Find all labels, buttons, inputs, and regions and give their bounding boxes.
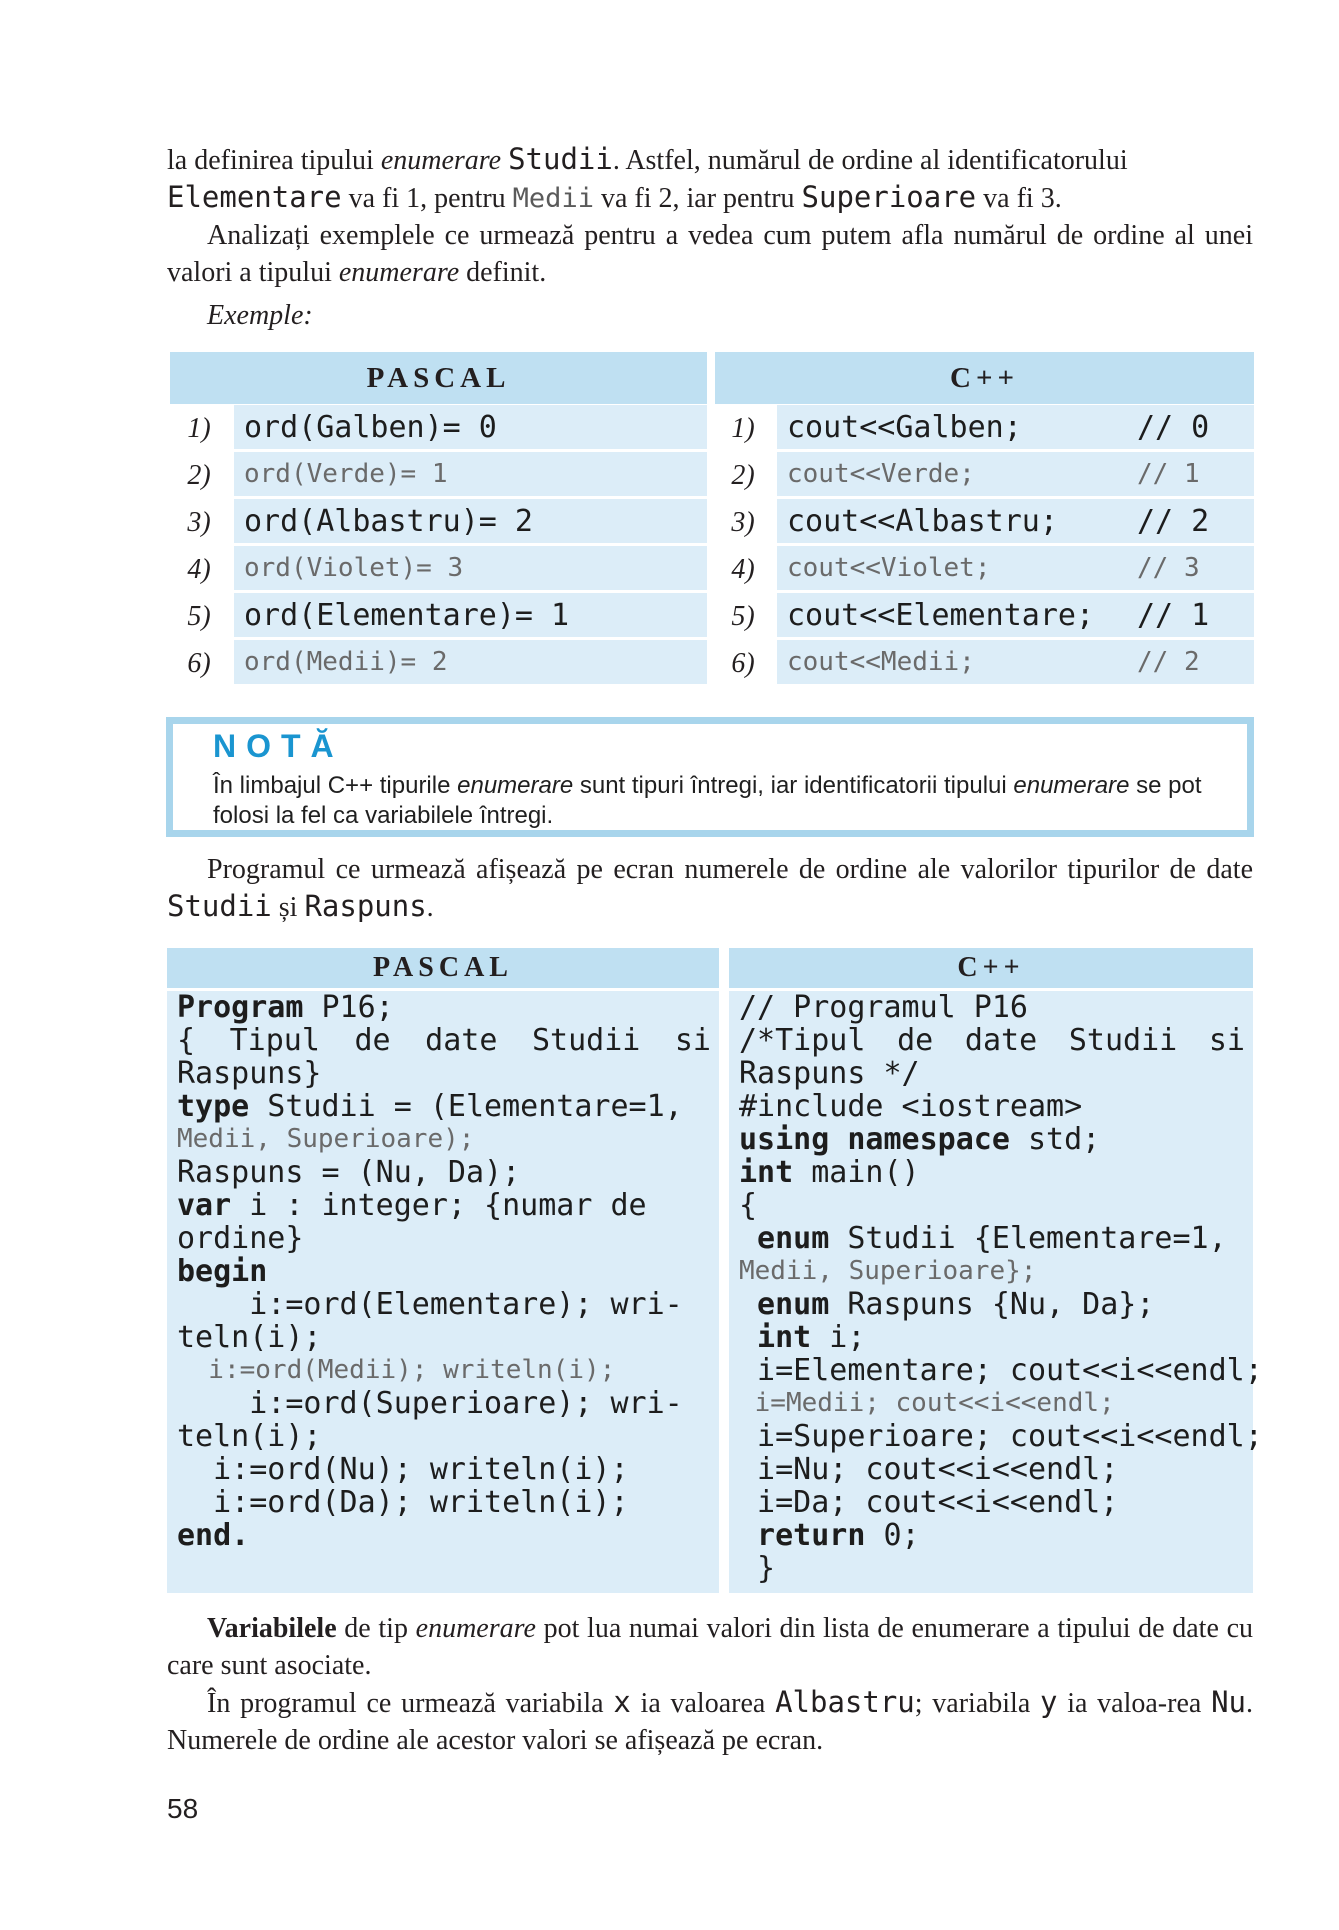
text: . Astfel, numărul de ordine al identificatorului bbox=[612, 145, 1128, 176]
keyword: int bbox=[739, 1320, 812, 1355]
text: va fi 2, iar pentru bbox=[593, 183, 802, 214]
example-number: 4) bbox=[731, 554, 755, 585]
examples-pascal-header: PASCAL bbox=[170, 352, 707, 404]
example-number: 3) bbox=[731, 507, 755, 538]
examples-label bbox=[167, 297, 1253, 334]
code-term: Studii bbox=[167, 889, 272, 923]
keyword: var bbox=[177, 1188, 232, 1223]
code-line: ordine} bbox=[177, 1221, 304, 1256]
example-number: 6) bbox=[187, 648, 211, 679]
pascal-code-block bbox=[167, 991, 719, 1593]
text: ; variabila bbox=[914, 1688, 1040, 1719]
code-line: i:=ord(Superioare); wri- bbox=[177, 1386, 683, 1421]
cpp-example-cell bbox=[777, 405, 1254, 449]
text: Programul ce urmează afișează pe ecran numerele de ordine ale valorilor tipurilor de date bbox=[207, 854, 1253, 885]
code-line bbox=[177, 1189, 711, 1222]
example-number: 1) bbox=[731, 413, 755, 444]
code: P16; bbox=[303, 990, 394, 1025]
keyword: end. bbox=[177, 1518, 250, 1553]
code-line bbox=[739, 1519, 1245, 1552]
emphasis: enumerare bbox=[415, 1613, 536, 1644]
code-line: i:=ord(Elementare); wri- bbox=[177, 1287, 683, 1322]
intro-paragraph bbox=[167, 141, 1253, 334]
code-line: i=Superioare; cout<<i<<endl; bbox=[739, 1419, 1263, 1454]
text: se pot folosi la fel ca variabilele întregi. bbox=[213, 772, 1202, 829]
cpp-example-cell bbox=[777, 452, 1254, 496]
code: 0; bbox=[865, 1518, 920, 1553]
code-line: Raspuns} bbox=[177, 1056, 322, 1091]
intro-line-2 bbox=[167, 179, 1253, 217]
code-line bbox=[177, 1090, 711, 1123]
keyword: begin bbox=[177, 1254, 268, 1289]
code-line: i=Elementare; cout<<i<<endl; bbox=[739, 1353, 1263, 1388]
code: Studii {Elementare=1, bbox=[829, 1221, 1227, 1256]
pascal-example-cell: ord(Medii)= 2 bbox=[234, 640, 707, 684]
program-intro-text bbox=[167, 851, 1253, 926]
text: de tip bbox=[336, 1613, 416, 1644]
text: ia valoarea bbox=[630, 1688, 776, 1719]
code-line bbox=[177, 1519, 711, 1552]
text: definit. bbox=[459, 257, 547, 288]
code-line: i:=ord(Da); writeln(i); bbox=[177, 1485, 629, 1520]
cpp-example-code: cout<<Albastru; bbox=[787, 503, 1058, 539]
keyword: int bbox=[739, 1155, 794, 1190]
cpp-example-comment: // 2 bbox=[1137, 503, 1210, 539]
emphasis: Exemple: bbox=[207, 300, 313, 331]
pascal-example-cell: ord(Albastru)= 2 bbox=[234, 499, 707, 543]
pascal-example-cell: ord(Galben)= 0 bbox=[234, 405, 707, 449]
example-number: 2) bbox=[187, 460, 211, 491]
code-line bbox=[739, 1288, 1245, 1321]
code-line: i=Da; cout<<i<<endl; bbox=[739, 1485, 1119, 1520]
keyword: return bbox=[739, 1518, 866, 1553]
code: Raspuns {Nu, Da}; bbox=[829, 1287, 1155, 1322]
code-line: Medii, Superioare}; bbox=[739, 1256, 1037, 1286]
cpp-example-comment: // 1 bbox=[1137, 597, 1210, 633]
cpp-example-code: cout<<Medii; bbox=[787, 647, 975, 677]
emphasis: enumerare bbox=[1013, 772, 1130, 799]
cpp-example-cell bbox=[777, 640, 1254, 684]
pascal-example-cell: ord(Elementare)= 1 bbox=[234, 593, 707, 637]
example-number: 5) bbox=[731, 601, 755, 632]
note-title: NOTĂ bbox=[213, 728, 344, 764]
code-line: teln(i); bbox=[177, 1320, 322, 1355]
cpp-example-code: cout<<Galben; bbox=[787, 409, 1022, 445]
text: ia valoa-rea bbox=[1057, 1688, 1212, 1719]
code-line bbox=[177, 1255, 711, 1288]
emphasis: enumerare bbox=[457, 772, 574, 799]
example-number: 3) bbox=[187, 507, 211, 538]
outro-paragraph bbox=[167, 1610, 1253, 1759]
code-line: Medii, Superioare); bbox=[177, 1124, 475, 1154]
program-cpp-header: C++ bbox=[729, 948, 1253, 988]
note-text bbox=[213, 771, 1223, 831]
cpp-example-code: cout<<Violet; bbox=[787, 553, 991, 583]
example-number: 4) bbox=[187, 554, 211, 585]
code-term: x bbox=[613, 1685, 631, 1719]
code-line: /*Tipul de date Studii si bbox=[739, 1023, 1245, 1058]
example-number: 1) bbox=[187, 413, 211, 444]
code-line: #include <iostream> bbox=[739, 1089, 1083, 1124]
cpp-example-cell bbox=[777, 499, 1254, 543]
code-line: i:=ord(Nu); writeln(i); bbox=[177, 1452, 629, 1487]
example-number: 6) bbox=[731, 648, 755, 679]
code-term: Albastru bbox=[775, 1685, 915, 1719]
cpp-example-code: cout<<Verde; bbox=[787, 459, 975, 489]
text: sunt tipuri întregi, iar identificatorii tipului bbox=[573, 772, 1014, 799]
code-term: Nu bbox=[1211, 1685, 1246, 1719]
code-line: } bbox=[739, 1551, 776, 1586]
keyword: using namespace bbox=[739, 1122, 1010, 1157]
intro-analyze bbox=[167, 217, 1253, 291]
emphasis: enumerare bbox=[338, 257, 460, 288]
code-term: y bbox=[1040, 1685, 1058, 1719]
code-line: Raspuns */ bbox=[739, 1056, 920, 1091]
example-number: 5) bbox=[187, 601, 211, 632]
code-line: { Tipul de date Studii si bbox=[177, 1023, 711, 1058]
code: Studii = (Elementare=1, bbox=[249, 1089, 683, 1124]
cpp-example-comment: // 1 bbox=[1137, 459, 1200, 489]
code-line: i:=ord(Medii); writeln(i); bbox=[177, 1355, 616, 1385]
text: va fi 3. bbox=[976, 183, 1062, 214]
code-line bbox=[739, 1156, 1245, 1189]
program-pascal-header: PASCAL bbox=[167, 948, 719, 988]
text: . Numerele de ordine ale acestor valori se afișează pe ecran. bbox=[167, 1688, 1253, 1756]
code-term: Medii bbox=[512, 183, 594, 214]
intro-line-1 bbox=[167, 141, 1253, 179]
emphasis: enumerare bbox=[380, 145, 502, 176]
text: pot lua numai valori din lista de enumerare a tipului de date cu care sunt asociate. bbox=[167, 1613, 1253, 1681]
code-line: i=Nu; cout<<i<<endl; bbox=[739, 1452, 1119, 1487]
code-line: Raspuns = (Nu, Da); bbox=[177, 1155, 521, 1190]
code-term: Raspuns bbox=[304, 889, 427, 923]
next-program-paragraph bbox=[167, 1684, 1253, 1759]
code-line bbox=[739, 1222, 1245, 1255]
cpp-example-comment: // 2 bbox=[1137, 647, 1200, 677]
keyword: type bbox=[177, 1089, 250, 1124]
pascal-example-cell: ord(Verde)= 1 bbox=[234, 452, 707, 496]
text: și bbox=[271, 892, 305, 923]
text: În programul ce urmează variabila bbox=[207, 1688, 614, 1719]
page-number: 58 bbox=[167, 1793, 199, 1824]
code-line bbox=[739, 1123, 1245, 1156]
cpp-example-cell bbox=[777, 593, 1254, 637]
code-term: Superioare bbox=[801, 180, 977, 214]
code-line: { bbox=[739, 1188, 758, 1223]
text: Analizați exemplele ce urmează pentru a vedea cum putem afla numărul de ordine al unei valori a tipului bbox=[167, 220, 1253, 288]
pascal-example-cell: ord(Violet)= 3 bbox=[234, 546, 707, 590]
text: la definirea tipului bbox=[167, 145, 381, 176]
code: i; bbox=[811, 1320, 866, 1355]
cpp-code-block bbox=[729, 990, 1263, 1593]
code-line: i=Medii; cout<<i<<endl; bbox=[739, 1388, 1115, 1418]
keyword: enum bbox=[739, 1287, 830, 1322]
code-line: // Programul P16 bbox=[739, 990, 1028, 1025]
keyword: enum bbox=[739, 1221, 830, 1256]
note-box bbox=[166, 717, 1254, 837]
code: std; bbox=[1009, 1122, 1101, 1157]
bold-term: Variabilele bbox=[207, 1613, 337, 1644]
text: va fi 1, pentru bbox=[341, 183, 513, 214]
cpp-example-comment: // 3 bbox=[1137, 553, 1200, 583]
cpp-example-comment: // 0 bbox=[1137, 409, 1210, 445]
code: main() bbox=[793, 1155, 920, 1190]
code-term: Elementare bbox=[167, 180, 342, 214]
code-line bbox=[177, 991, 711, 1024]
code: i : integer; {numar de bbox=[231, 1188, 647, 1223]
cpp-example-code: cout<<Elementare; bbox=[787, 597, 1095, 633]
text: . bbox=[426, 892, 434, 923]
code-line bbox=[739, 1321, 1245, 1354]
program-intro bbox=[167, 851, 1253, 926]
code-term: Studii bbox=[508, 142, 613, 176]
keyword: Program bbox=[177, 990, 304, 1025]
cpp-example-cell bbox=[777, 546, 1254, 590]
examples-cpp-header: C++ bbox=[715, 352, 1254, 404]
variables-paragraph bbox=[167, 1610, 1253, 1684]
text: În limbajul C++ tipurile bbox=[213, 772, 458, 799]
code-line: teln(i); bbox=[177, 1419, 322, 1454]
example-number: 2) bbox=[731, 460, 755, 491]
